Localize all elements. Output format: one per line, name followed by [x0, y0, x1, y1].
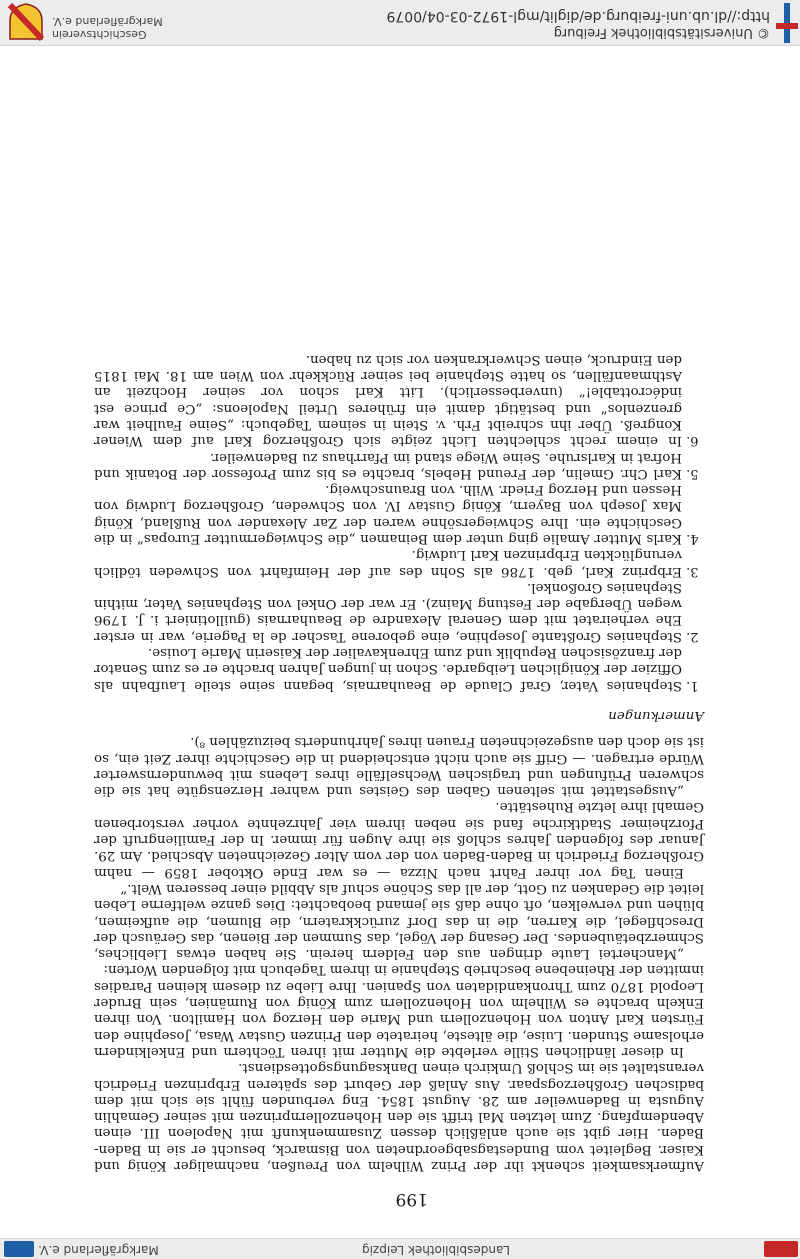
top-bar-left-text: Landesbibliothek Leipzig: [362, 1243, 510, 1257]
viewer-footer: [0, 0, 800, 46]
notes-heading: Anmerkungen: [608, 707, 704, 723]
page-body: [94, 350, 704, 1173]
footer-society-line2: Markgräflerland e.V.: [52, 15, 163, 28]
footnote: 3. Erbprinz Karl, geb. 1786 als Sohn des auf der Heimfahrt von Schweden tödlich verunglückten Erbprinzen Karl Ludwig.: [94, 546, 682, 579]
footer-society-line1: Geschichtsverein: [52, 28, 147, 41]
footnote: 4. Karls Mutter Amalie ging unter dem Beinamen „die Schwiegermutter Europas“ in die Geschichte ein. Ihre Schwiegersöhne waren der Zar Alexander von Rußland, König Max Joseph von Bayern, König Gustav IV. von Schweden, Großherzog Ludwig von Hessen und Herzog Friedr. Wilh. von Braunschweig.: [94, 481, 682, 546]
paragraph: In dieser ländlichen Stille verlebte die Mutter mit ihren Töchtern und Enkelkindern erholsame Stunden. Luise, die älteste, heiratete den Prinzen Gustav Wasa, Josephine den Fürsten Karl Anton von Hohenzollern und Marie den Herzog von Hamilton. Von ihren Enkeln brachte es Wilhelm von Hohenzollern zum König von Rumänien, sein Bruder Leopold 1870 zum Thronkandidaten von Spanien. Ihre Liebe zu diesem kleinen Paradies inmitten der Rheinebene beschrieb Stephanie in ihrem Tagebuch mit folgenden Worten:: [94, 962, 704, 1059]
society-logo-icon: [4, 1241, 34, 1257]
footer-copyright: © Universitätsbibliothek Freiburg: [553, 25, 770, 40]
paragraph: Aufmerksamkeit schenkt ihr der Prinz Wilhelm von Preußen, nachmaliger König und Kaiser. Begleitet vom Bundestagsabgeordneten von Bismarck, besucht er sie in Baden-Baden. Hier gibt sie auch anläßlich dessen Zusammenkunft mit Napoleon III. einen Abendempfang. Zum letzten Mal trifft sie den Hohenzollernprinzen mit seiner Gemahlin Augusta in Badenweiler am 28. August 1854. Eng verbunden fühlt sie sich mit dem badischen Großherzogspaar. Aus Anlaß der Geburt des späteren Erbprinzen Friedrich veranstaltet sie im Schloß Umkirch einen Danksagungsgottesdienst.: [94, 1060, 704, 1173]
top-bar-right-text: Markgräflerland e.V.: [38, 1243, 159, 1257]
page-number: 199: [395, 1189, 428, 1209]
footer-url-link[interactable]: http://dl.ub.uni-freiburg.de/diglit/mgl-1972-03-04/0079: [386, 8, 770, 24]
university-library-logo-icon: [776, 3, 798, 43]
footnotes: [94, 350, 704, 723]
footnote: 6. In einem recht schlechten Licht zeigte sich Großherzog Karl auf dem Wiener Kongreß. Über ihn schreibt Frh. v. Stein in seinem Tagebuch: „Seine Faulheit war grenzenlos“ und bestätigt damit ein früheres Urteil Napoleons: „Ce prince est indécrottable!“ (unverbesserlich). Litt Karl schon vor seiner Hochzeit an Asthmaanfällen, so hatte Stephanie bei seiner Rückkehr von Wien am 18. Mai 1815 den Eindruck, einen Schwerkranken vor sich zu haben.: [94, 350, 682, 448]
scanned-page: [0, 59, 800, 1229]
library-logo-icon: [764, 1241, 798, 1257]
paragraph: „Manchertei Laute dringen aus den Feldern herein. Sie haben etwas Liebliches, Schmerzbetäubendes. Der Gesang der Vögel, das Summen der Bienen, das Geräusch der Dreschflegel, die Karren, die in das Dorf zurückkratern, die Blumen, die aufkeimen, blühen und verwelken, oft ohne daß sie jemand beobachtet: Dies ganze weltferne Leben leitet die Gedanken zu Gott, der all das Schöne schuf als Abbild einer besseren Welt.“: [94, 880, 704, 962]
footnote: 2. Stephanies Großtante Josephine, eine geborene Tascher de la Pagerie, war in erster Ehe verheiratet mit dem General Alexandre de Beauharnais (guillotiniert i. J. 1796 wegen Übergabe der Festung Mainz). Er war der Onkel von Stephanies Vater, mithin Stephanies Großonkel.: [94, 579, 682, 644]
footnote: 1. Stephanies Vater, Graf Claude de Beauharnais, begann seine steile Laufbahn als Offizier der Königlichen Leibgarde. Schon in jungen Jahren brachte er es zum Senator der französischen Republik und zum Ehrenkavalier der Kaiserin Marie Louise.: [94, 644, 682, 693]
society-crest-icon: [8, 3, 44, 41]
footnote: 5. Karl Chr. Gmelin, der Freund Hebels, brachte es bis zum Professor der Botanik und Hofrat in Karlsruhe. Seine Wiege stand im Pfarrhaus zu Badenweiler.: [94, 448, 682, 481]
viewer-top-bar: [0, 1238, 800, 1259]
paragraph: Einen Tag vor ihrer Fahrt nach Nizza — es war Ende Oktober 1859 — nahm Großherzog Friedrich in Baden-Baden von der vom Alter Gezeichneten Abschied. Am 29. Januar des folgenden Jahres schloß sie ihre Augen für immer. In der Familiengruft der Pforzheimer Stadtkirche fand sie neben ihrem vier Jahrzehnte vorher verstorbenen Gemahl ihre letzte Ruhestätte.: [94, 799, 704, 880]
paragraph: „Ausgestattet mit seltenen Gaben des Geistes und wahrer Herzensgüte hat sie die schweren Prüfungen und tragischen Wechselfälle ihres Lebens mit bewundernswerter Würde ertragen. — Griff sie auch nicht entscheidend in die Geschichte ihrer Zeit ein, so ist sie doch den ausgezeichneten Frauen ihres Jahrhunderts beizuzählen ⁸).: [94, 734, 704, 799]
